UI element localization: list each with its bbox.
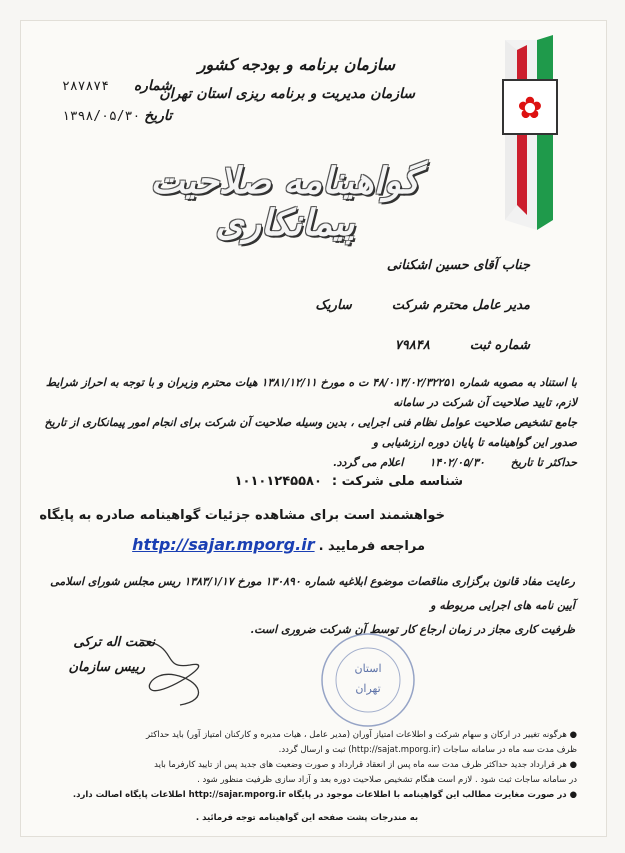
body-line-1: با استناد به مصوبه شماره ۴۸/۰۱۳/۰۲/۳۲۲۵۱ ت ه مورخ ۱۳۸۱/۱۲/۱۱ هیات محترم وزیران و با توجه به احراز شرایط لازم، تایید صلاحیت آن شرکت در سامانه bbox=[45, 376, 577, 409]
compliance-line-1: رعایت مفاد قانون برگزاری مناقصات موضوع ابلاغیه شماره ۱۳۰۸۹۰ مورخ ۱۳۸۳/۱/۱۷ ریس مجلس شورای اسلامی آیین نامه های اجرایی مربوطه و bbox=[50, 575, 575, 612]
org-name-secondary: سازمان مدیریت و برنامه ریزی استان تهران bbox=[159, 86, 415, 102]
national-id-value: ۱۰۱۰۱۲۴۵۵۸۰ bbox=[234, 474, 322, 489]
validity-date: ۱۴۰۲/۰۵/۳۰ bbox=[429, 456, 485, 469]
official-seal bbox=[318, 630, 418, 730]
request-text: خواهشمند است برای مشاهده جزئیات گواهینامه صادره به پایگاه bbox=[39, 508, 445, 523]
registration-number: ۷۹۸۴۸ bbox=[394, 338, 430, 353]
registration-label: شماره ثبت bbox=[469, 338, 530, 353]
body-line-3-suffix: اعلام می گردد. bbox=[332, 456, 404, 469]
footnote-2a: ● هر قرارداد جدید حداکثر ظرف مدت سه ماه پس از انعقاد قرارداد و صورت وضعیت های جدید پس از تایید کارفرما باید bbox=[154, 760, 577, 770]
footnote-1b: ظرف مدت سه ماه در سامانه ساجات (http://sajat.mporg.ir) ثبت و ارسال گردد. bbox=[278, 745, 577, 755]
letter-date: ۱۳۹۸/۰۵/۳۰ bbox=[62, 109, 141, 124]
sajar-link[interactable]: http://sajar.mporg.ir bbox=[132, 535, 315, 554]
signatory-title: رییس سازمان bbox=[68, 660, 145, 675]
ceo-line bbox=[315, 298, 530, 313]
compliance-line-2: ظرفیت کاری مجاز در زمان ارجاع کار توسط آن شرکت ضروری است. bbox=[250, 623, 575, 636]
national-id-label: شناسه ملی شرکت : bbox=[331, 474, 463, 489]
back-page-note: به مندرجات پشت صفحه این گواهینامه توجه فرمائید . bbox=[195, 813, 419, 823]
registration-line bbox=[395, 338, 530, 353]
company-name: ساریک bbox=[315, 298, 352, 313]
request-url-row bbox=[132, 535, 425, 554]
body-line-2: جامع تشخیص صلاحیت عوامل نظام فنی اجرایی ، بدین وسیله صلاحیت آن شرکت برای انجام امور پیمانکاری از تاریخ صدور این گواهینامه تا پایان دوره ارزشیابی و bbox=[44, 416, 577, 449]
signatory-name: نعمت اله ترکی bbox=[73, 635, 155, 650]
body-paragraph bbox=[32, 373, 577, 473]
letter-number-label: شماره bbox=[133, 78, 172, 94]
seal-text-top: استان bbox=[354, 662, 382, 675]
seal-text-bottom: تهران bbox=[355, 682, 381, 695]
ceo-label: مدیر عامل محترم شرکت bbox=[391, 298, 530, 313]
body-line-3-prefix: حداکثر تا تاریخ bbox=[510, 456, 577, 469]
svg-text:✿: ✿ bbox=[517, 91, 543, 126]
footnote-1a: ● هرگونه تغییر در ارکان و سهام شرکت و اطلاعات امتیاز آوران (مدیر عامل ، هیات مدیره و کارکنان امتیاز آور) باید حداکثر bbox=[145, 730, 577, 740]
footnotes bbox=[37, 728, 577, 826]
letter-number: ۲۸۷۸۷۴ bbox=[62, 79, 109, 94]
footnote-2b: در سامانه ساجات ثبت شود . لازم است هنگام تشخیص صلاحیت دوره بعد و آزاد سازی ظرفیت منظور شود . bbox=[197, 775, 577, 785]
footnote-3: ● در صورت مغایرت مطالب این گواهینامه با اطلاعات موجود در پایگاه http://sajar.mporg.ir اطلاعات پایگاه اصالت دارد. bbox=[72, 790, 577, 800]
body-line-3 bbox=[32, 453, 577, 473]
national-id-row bbox=[235, 474, 463, 489]
recipient-greeting: جناب آقای حسین اشکنانی bbox=[386, 258, 530, 273]
iran-flag-emblem bbox=[497, 30, 577, 230]
certificate-title: گواهینامه صلاحیت پیمانکاری bbox=[150, 160, 420, 244]
org-name-primary: سازمان برنامه و بودجه کشور bbox=[197, 55, 395, 74]
letter-date-label: تاریخ bbox=[144, 108, 172, 124]
request-suffix: مراجعه فرمایید . bbox=[318, 539, 425, 554]
letter-number-block bbox=[62, 78, 172, 124]
